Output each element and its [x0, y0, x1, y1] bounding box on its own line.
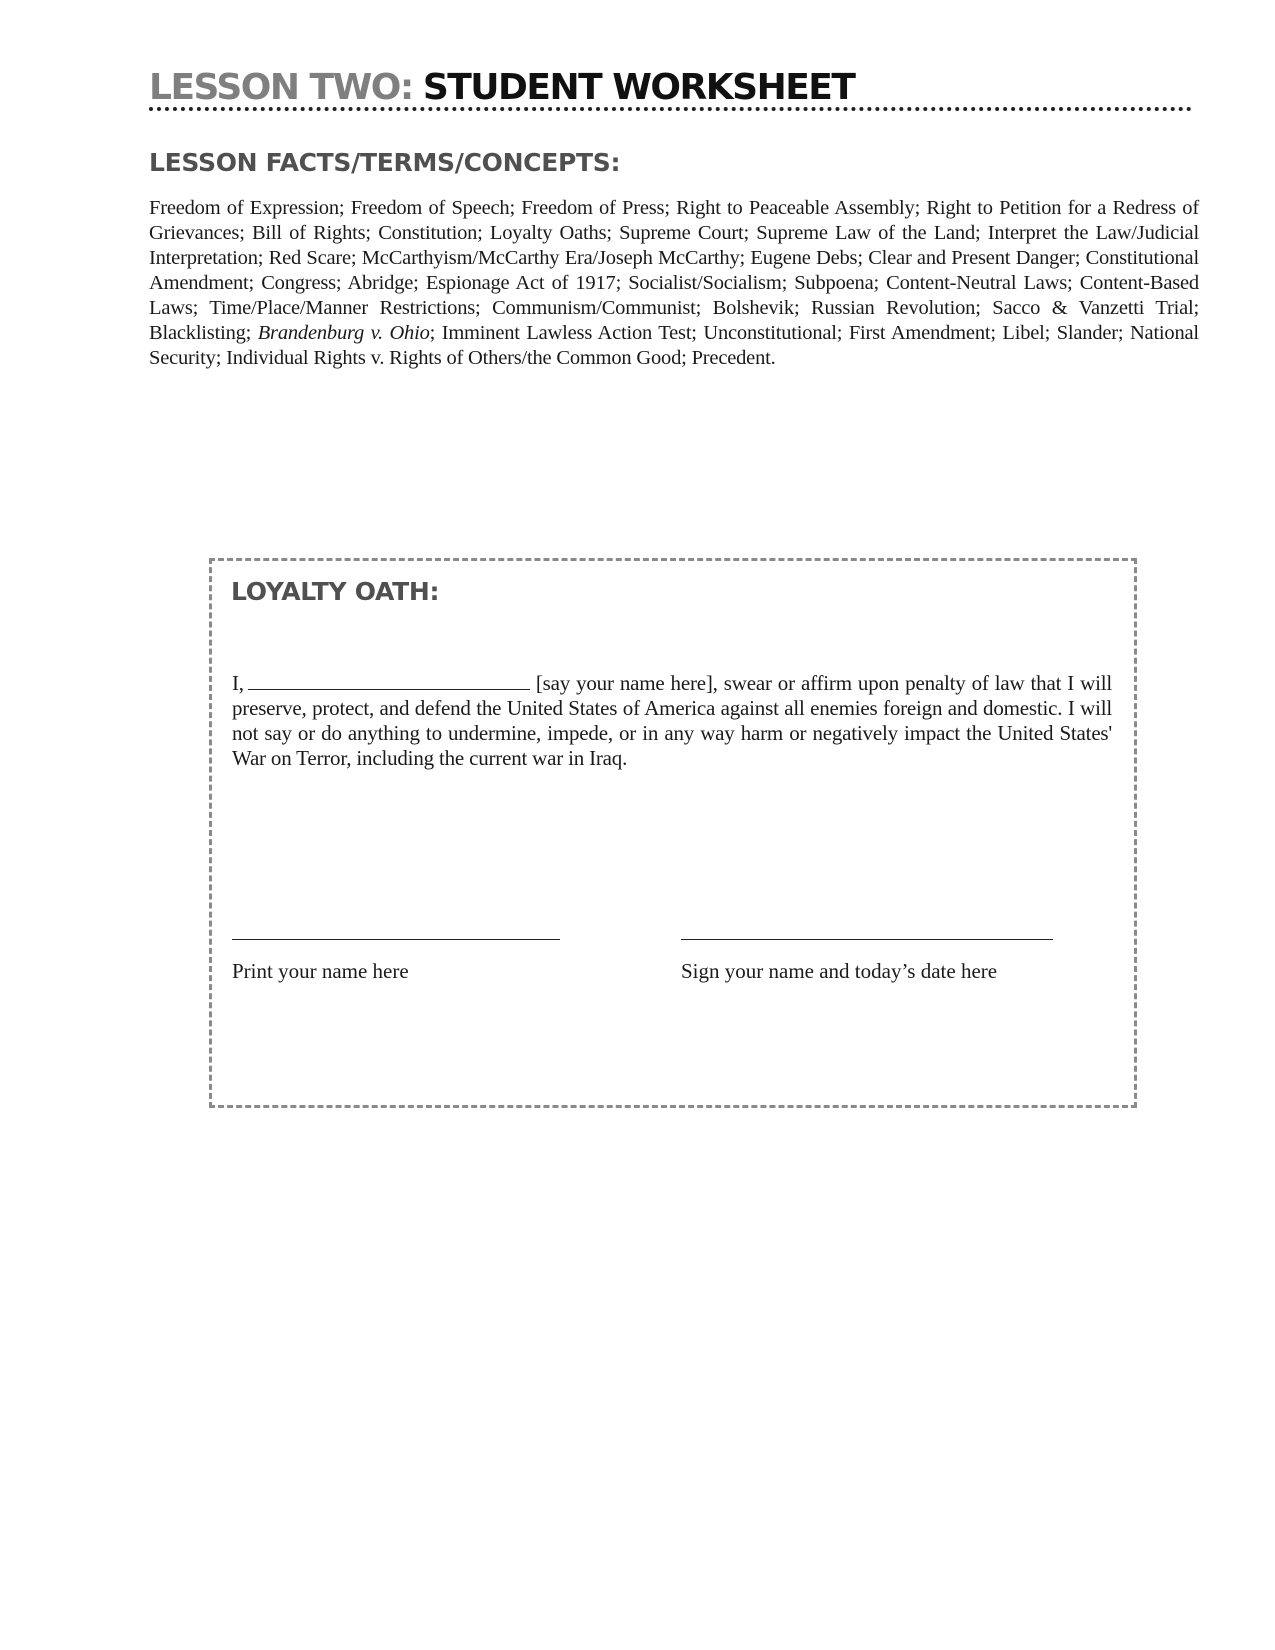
- term: Russian Revolution;: [811, 297, 981, 319]
- term: Espionage Act of 1917;: [425, 272, 622, 294]
- signature-date-label: Sign your name and today’s date here: [681, 959, 998, 983]
- term: Loyalty Oaths;: [489, 222, 612, 244]
- term: Interpret the Law/Judicial Interpretation;: [149, 222, 1199, 269]
- loyalty-oath-text: [232, 669, 1112, 771]
- term: Libel;: [1002, 322, 1051, 344]
- term: Right to Peaceable Assembly;: [676, 197, 921, 219]
- lesson-label: LESSON TWO:: [149, 67, 413, 108]
- loyalty-oath-heading: LOYALTY OATH:: [231, 577, 440, 606]
- term: Socialist/Socialism;: [628, 272, 788, 294]
- page-header: [149, 66, 1192, 110]
- term: Unconstitutional;: [703, 322, 843, 344]
- oath-body: [say your name here], swear or affirm upon penalty of law that I will preserve, protect, and defend the United States of America against all enemies foreign and domestic. I will not say or do anything to undermine, impede, or in any way harm or negatively impact the United States' War on Terror, including the current war in Iraq.: [232, 671, 1112, 770]
- term: Freedom of Expression;: [149, 197, 345, 219]
- term: Right to Petition for a Redress of Grievances;: [149, 197, 1199, 244]
- term: Individual Rights v. Rights of Others/the Common Good;: [226, 347, 687, 369]
- oath-prefix: I,: [232, 671, 244, 695]
- term: Clear and Present Danger;: [868, 247, 1081, 269]
- term: Time/Place/Manner Restrictions;: [209, 297, 481, 319]
- signature-date-line[interactable]: [681, 939, 1053, 940]
- term: Constitution;: [378, 222, 483, 244]
- term: Eugene Debs;: [750, 247, 863, 269]
- term: Precedent.: [691, 347, 776, 369]
- term: McCarthyism/McCarthy Era/Joseph McCarthy;: [361, 247, 746, 269]
- term: Sacco & Vanzetti Trial;: [992, 297, 1199, 319]
- term: Abridge;: [347, 272, 419, 294]
- term: Bolshevik;: [712, 297, 800, 319]
- term: Subpoena;: [794, 272, 879, 294]
- name-blank-field[interactable]: [248, 669, 530, 690]
- term: Constitutional Amendment;: [149, 247, 1199, 294]
- term: Communism/Communist;: [492, 297, 702, 319]
- term: Congress;: [261, 272, 342, 294]
- dotted-divider: [149, 107, 1192, 111]
- print-name-line[interactable]: [232, 939, 560, 940]
- term: Supreme Court;: [619, 222, 750, 244]
- print-name-label: Print your name here: [232, 959, 409, 983]
- worksheet-title: STUDENT WORKSHEET: [422, 67, 855, 108]
- term: Freedom of Press;: [521, 197, 670, 219]
- term-case-name: Brandenburg v. Ohio: [257, 322, 430, 344]
- loyalty-oath-box: [209, 558, 1137, 1108]
- term: Bill of Rights;: [251, 222, 371, 244]
- term-separator: ;: [429, 322, 436, 344]
- term: Supreme Law of the Land;: [756, 222, 981, 244]
- term: Freedom of Speech;: [350, 197, 515, 219]
- term: Slander;: [1056, 322, 1124, 344]
- term: Red Scare;: [268, 247, 357, 269]
- term: Imminent Lawless Action Test;: [441, 322, 697, 344]
- term: National Security;: [149, 322, 1199, 369]
- terms-paragraph: [149, 196, 1199, 371]
- term: Content-Based Laws;: [149, 272, 1199, 319]
- facts-heading: LESSON FACTS/TERMS/CONCEPTS:: [149, 148, 621, 177]
- term: Blacklisting;: [149, 322, 252, 344]
- term: First Amendment;: [848, 322, 996, 344]
- term: Content-Neutral Laws;: [886, 272, 1073, 294]
